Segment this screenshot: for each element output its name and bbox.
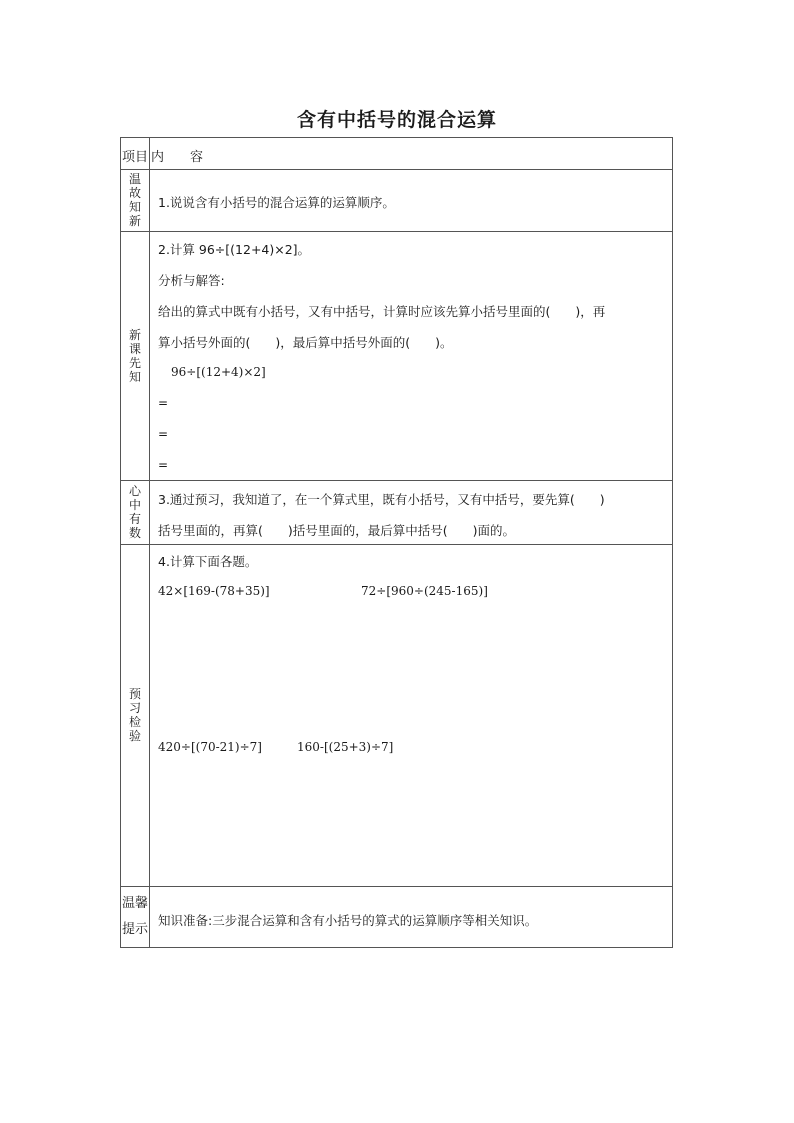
label-char: 温	[128, 172, 141, 186]
equals-step: =	[158, 458, 169, 472]
tip-text: 知识准备:三步混合运算和含有小括号的算式的运算顺序等相关知识。	[158, 913, 538, 928]
label-char: 有	[128, 512, 141, 526]
label-text: 温馨	[121, 896, 148, 911]
label-tip	[121, 886, 149, 948]
problem-3: 420÷[(70-21)÷7]	[158, 740, 262, 754]
label-char: 新	[128, 327, 141, 342]
label-review	[121, 169, 149, 231]
equals-step: =	[158, 396, 169, 410]
label-char: 故	[128, 186, 141, 200]
label-char: 知	[128, 369, 141, 384]
analysis-line-2: 算小括号外面的( )，最后算中括号外面的( )。	[158, 335, 453, 350]
label-text: 提示	[121, 922, 148, 937]
problem-2: 72÷[960÷(245-165)]	[361, 584, 488, 598]
label-char: 心	[128, 484, 141, 498]
question-4: 4.计算下面各题。	[158, 554, 258, 569]
label-char: 验	[128, 729, 141, 743]
label-char: 预	[128, 687, 141, 701]
row-divider	[121, 231, 672, 232]
column-divider	[149, 138, 150, 947]
question-3-line-2: 括号里面的，再算( )括号里面的，最后算中括号( )面的。	[158, 523, 516, 538]
question-1: 1.说说含有小括号的混合运算的运算顺序。	[158, 195, 395, 210]
label-char: 课	[128, 341, 141, 356]
label-char: 数	[128, 526, 141, 540]
label-char: 新	[128, 214, 141, 228]
label-char: 中	[128, 498, 141, 512]
question-2: 2.计算 96÷[(12+4)×2]。	[158, 242, 311, 257]
row-divider	[121, 544, 672, 545]
label-char: 先	[128, 355, 141, 370]
label-check	[121, 544, 149, 886]
analysis-line-1: 给出的算式中既有小括号，又有中括号，计算时应该先算小括号里面的( )，再	[158, 304, 606, 319]
row-divider	[121, 480, 672, 481]
expression: 96÷[(12+4)×2]	[171, 365, 266, 379]
label-new-lesson	[121, 231, 149, 480]
equals-step: =	[158, 427, 169, 441]
problem-4: 160-[(25+3)÷7]	[297, 740, 394, 754]
question-3-line-1: 3.通过预习，我知道了，在一个算式里，既有小括号，又有中括号，要先算( )	[158, 492, 605, 507]
header-project: 项目	[121, 150, 148, 165]
label-char: 习	[128, 701, 141, 715]
worksheet-table	[120, 137, 673, 948]
analysis-heading: 分析与解答:	[158, 273, 225, 288]
label-char: 知	[128, 200, 141, 214]
row-divider	[121, 169, 672, 170]
label-mind	[121, 480, 149, 544]
row-divider	[121, 886, 672, 887]
page-title: 含有中括号的混合运算	[296, 109, 497, 131]
header-content: 内 容	[151, 150, 204, 165]
label-char: 检	[128, 715, 141, 729]
problem-1: 42×[169-(78+35)]	[158, 584, 270, 598]
